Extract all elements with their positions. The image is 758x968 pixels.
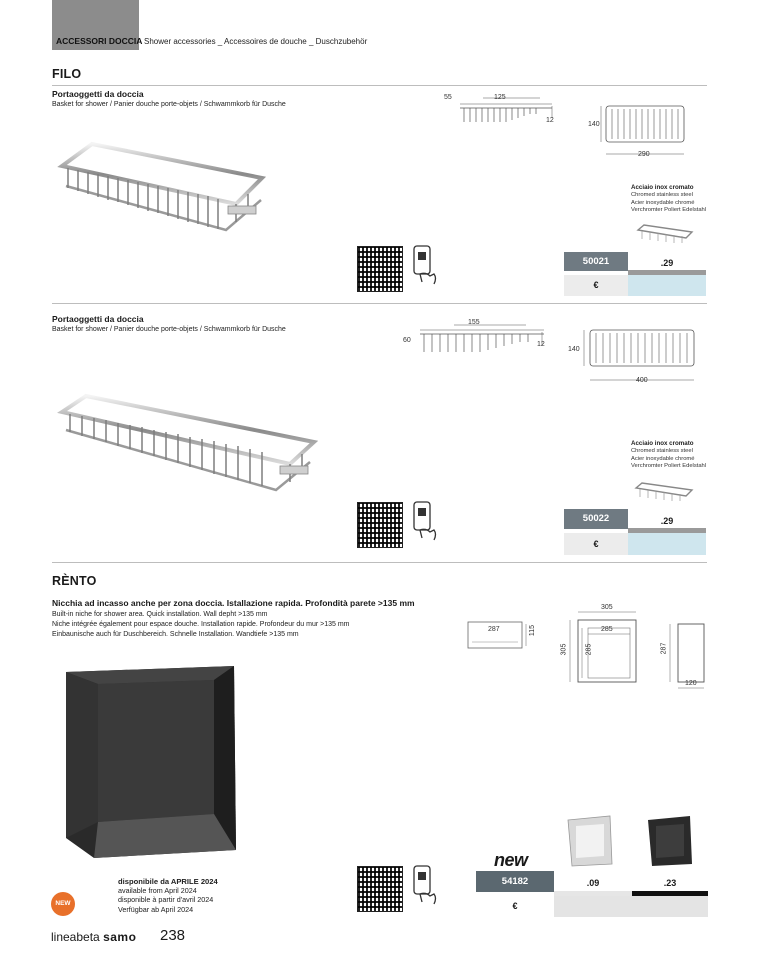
category-tab xyxy=(52,0,143,50)
phone-scan-icon xyxy=(410,864,438,906)
brand-samo: samo xyxy=(103,930,137,944)
dim-label: 140 xyxy=(588,121,600,128)
category-label: ACCESSORI DOCCIA xyxy=(56,36,143,46)
price-cell xyxy=(628,533,706,555)
product-code: 54182 xyxy=(476,871,554,892)
phone-scan-icon xyxy=(410,244,438,286)
finish-code: .23 xyxy=(632,871,708,892)
material-line: Acier inoxydable chromé xyxy=(631,455,695,462)
material-line: Chromed stainless steel xyxy=(631,448,693,455)
product-code: 50021 xyxy=(564,252,628,271)
niche-image xyxy=(64,662,238,860)
qr-code xyxy=(357,502,403,548)
finish-code: .29 xyxy=(628,509,706,529)
finish-thumbnail xyxy=(634,480,694,504)
section-title-filo: FILO xyxy=(52,67,82,81)
dim-label: 285 xyxy=(601,626,613,633)
price-currency: € xyxy=(564,533,628,555)
finish-code: .29 xyxy=(628,252,706,271)
basket-image xyxy=(56,138,271,243)
material-line: Verchromter Poliert Edelstahl xyxy=(631,463,707,470)
phone-scan-icon xyxy=(410,500,438,542)
price-cell xyxy=(554,896,708,917)
top-drawing xyxy=(578,328,700,384)
dim-label: 12 xyxy=(546,117,554,124)
product-title: Portaoggetti da doccia xyxy=(52,314,144,324)
product-subtitle: Basket for shower / Panier douche porte-objets / Schwammkorb für Dusche xyxy=(52,101,286,108)
dim-label: 155 xyxy=(468,319,480,326)
product-code: 50022 xyxy=(564,509,628,529)
qr-code xyxy=(357,246,403,292)
price-cell xyxy=(628,275,706,296)
dim-label: 285 xyxy=(585,643,593,656)
finish-thumbnail xyxy=(636,222,694,246)
dim-label: 305 xyxy=(560,643,568,656)
dim-label: 287 xyxy=(660,642,668,655)
dim-label: 60 xyxy=(403,337,411,344)
divider xyxy=(52,85,707,86)
dim-label: 115 xyxy=(529,624,537,637)
material-info xyxy=(631,440,706,471)
material-title: Acciaio inox cromato xyxy=(631,184,694,191)
divider xyxy=(52,562,707,563)
material-title: Acciaio inox cromato xyxy=(631,440,694,447)
qr-code xyxy=(357,866,403,912)
finish-thumbnail-white xyxy=(566,814,614,868)
dim-label: 55 xyxy=(444,94,452,101)
divider xyxy=(52,303,707,304)
price-currency: € xyxy=(564,275,628,296)
dim-label: 290 xyxy=(638,151,650,158)
material-info xyxy=(631,184,706,215)
dim-label: 120 xyxy=(685,680,697,687)
basket-image xyxy=(56,390,318,500)
dim-label: 400 xyxy=(636,377,648,384)
page-number: 238 xyxy=(160,927,186,944)
new-label: new xyxy=(494,850,528,870)
dim-label: 125 xyxy=(494,94,506,101)
footer-brand xyxy=(51,930,136,944)
price-currency: € xyxy=(476,896,554,917)
availability-line: Verfügbar ab April 2024 xyxy=(118,904,194,914)
niche-front-drawing xyxy=(562,602,644,688)
dim-label: 305 xyxy=(601,604,613,611)
availability-line: available from April 2024 xyxy=(118,886,197,896)
product-title: Portaoggetti da doccia xyxy=(52,89,144,99)
product-desc: Built-in niche for shower area. Quick installation. Wall depht >135 mm xyxy=(52,611,268,618)
dim-label: 287 xyxy=(488,626,500,633)
material-line: Acier inoxydable chromé xyxy=(631,199,695,206)
product-title: Nicchia ad incasso anche per zona doccia. Istallazione rapida. Profondità parete >135 mm xyxy=(52,598,415,608)
availability-title: disponibile da APRILE 2024 xyxy=(118,877,218,886)
product-subtitle: Basket for shower / Panier douche porte-objets / Schwammkorb für Dusche xyxy=(52,326,286,333)
availability-info xyxy=(118,877,218,914)
finish-code: .09 xyxy=(554,871,632,892)
brand-lineabeta: lineabeta xyxy=(51,930,100,944)
niche-depth-drawing xyxy=(654,620,710,692)
availability-line: disponible à partir d'avril 2024 xyxy=(118,895,214,905)
new-badge: NEW xyxy=(51,892,75,916)
material-line: Chromed stainless steel xyxy=(631,192,693,199)
product-desc: Niche intégrée également pour espace douche. Installation rapide. Profondeur du mur >135 mm xyxy=(52,621,350,628)
dim-label: 140 xyxy=(568,346,580,353)
material-line: Verchromter Poliert Edelstahl xyxy=(631,207,707,214)
dim-label: 12 xyxy=(537,341,545,348)
product-desc: Einbaunische auch für Duschbereich. Schnelle Installation. Wandtiefe >135 mm xyxy=(52,631,299,638)
category-subtitle: Shower accessories _ Accessoires de douche _ Duschzubehör xyxy=(144,37,368,46)
finish-thumbnail-black xyxy=(646,814,694,868)
section-title-rento: RÈNTO xyxy=(52,574,97,588)
